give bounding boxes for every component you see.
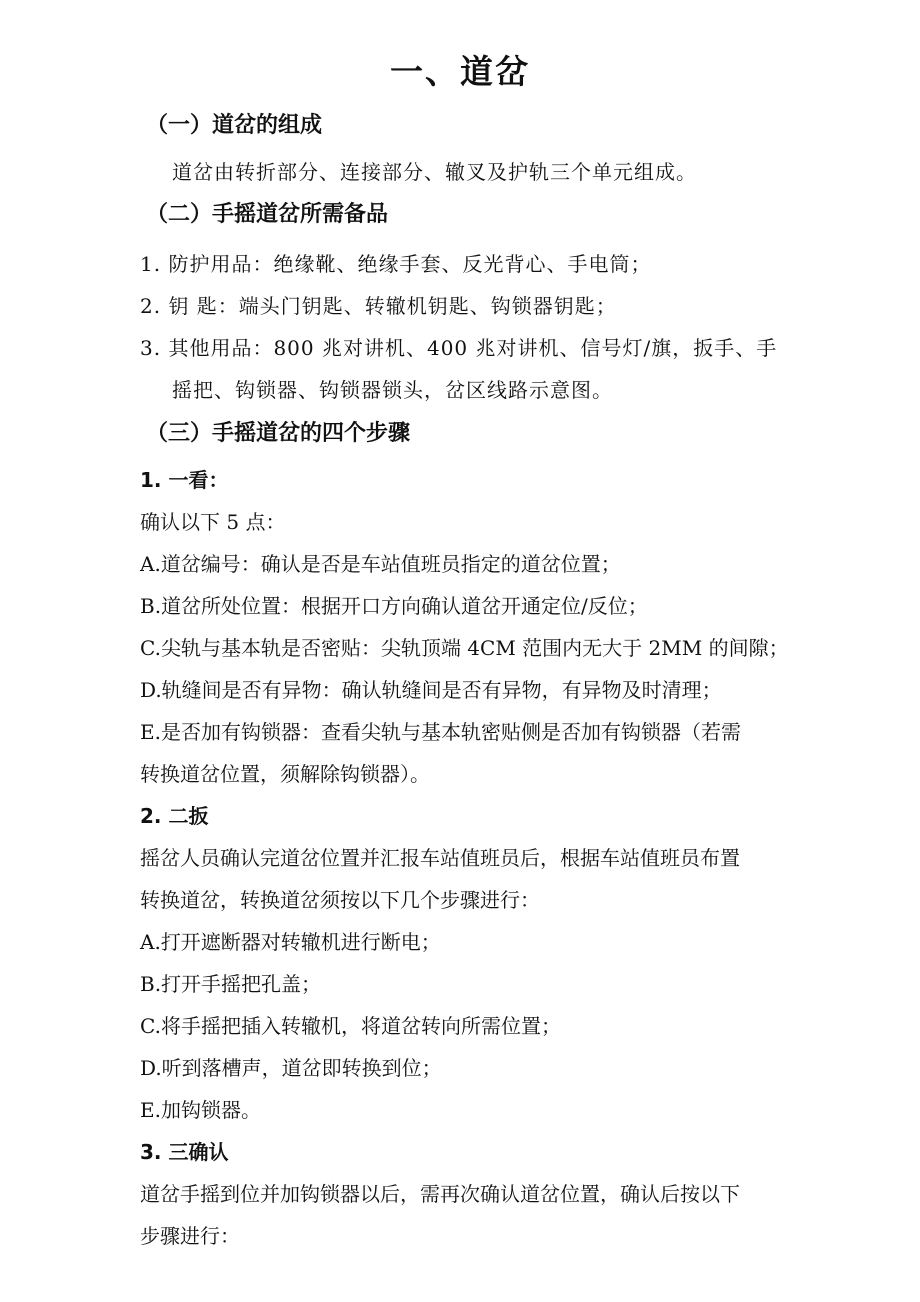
section-2-heading: （二）手摇道岔所需备品 xyxy=(146,202,389,227)
step-1-item-b: B.道岔所处位置：根据开口方向确认道岔开通定位/反位； xyxy=(140,594,648,618)
equipment-item-3-line-1: 3. 其他用品：800 兆对讲机、400 兆对讲机、信号灯/旗，扳手、手 xyxy=(140,336,778,360)
step-2-paragraph-line-2: 转换道岔，转换道岔须按以下几个步骤进行： xyxy=(140,888,540,912)
equipment-item-2: 2. 钥 匙：端头门钥匙、转辙机钥匙、钩锁器钥匙； xyxy=(140,294,617,318)
step-2-item-c: C.将手摇把插入转辙机，将道岔转向所需位置； xyxy=(140,1014,561,1038)
step-1-item-a: A.道岔编号：确认是否是车站值班员指定的道岔位置； xyxy=(140,552,621,576)
step-3-paragraph-line-2: 步骤进行： xyxy=(140,1224,240,1248)
step-3-paragraph-line-1: 道岔手摇到位并加钩锁器以后，需再次确认道岔位置，确认后按以下 xyxy=(140,1182,740,1206)
step-1-item-c: C.尖轨与基本轨是否密贴：尖轨顶端 4CM 范围内无大于 2MM 的间隙； xyxy=(140,636,789,660)
step-1-item-d: D.轨缝间是否有异物：确认轨缝间是否有异物，有异物及时清理； xyxy=(140,678,722,702)
step-1-item-e-line-1: E.是否加有钩锁器：查看尖轨与基本轨密贴侧是否加有钩锁器（若需 xyxy=(140,720,741,744)
step-1-intro: 确认以下 5 点： xyxy=(140,510,286,534)
page-title: 一、道岔 xyxy=(390,52,530,91)
step-3-heading: 3. 三确认 xyxy=(140,1140,229,1164)
step-2-item-b: B.打开手摇把孔盖； xyxy=(140,972,322,996)
equipment-item-1: 1. 防护用品：绝缘靴、绝缘手套、反光背心、手电筒； xyxy=(140,252,652,276)
step-2-item-d: D.听到落槽声，道岔即转换到位； xyxy=(140,1056,442,1080)
equipment-item-3-line-2: 摇把、钩锁器、钩锁器锁头，岔区线路示意图。 xyxy=(172,378,613,402)
step-2-heading: 2. 二扳 xyxy=(140,804,209,828)
section-3-heading: （三）手摇道岔的四个步骤 xyxy=(146,421,411,446)
step-2-item-e: E.加钩锁器。 xyxy=(140,1098,261,1122)
step-1-heading: 1. 一看： xyxy=(140,468,229,492)
section-1-text: 道岔由转折部分、连接部分、辙叉及护轨三个单元组成。 xyxy=(172,160,697,184)
step-2-item-a: A.打开遮断器对转辙机进行断电； xyxy=(140,930,441,954)
section-1-heading: （一）道岔的组成 xyxy=(146,113,323,138)
step-2-paragraph-line-1: 摇岔人员确认完道岔位置并汇报车站值班员后，根据车站值班员布置 xyxy=(140,846,740,870)
step-1-item-e-line-2: 转换道岔位置，须解除钩锁器）。 xyxy=(140,762,430,786)
